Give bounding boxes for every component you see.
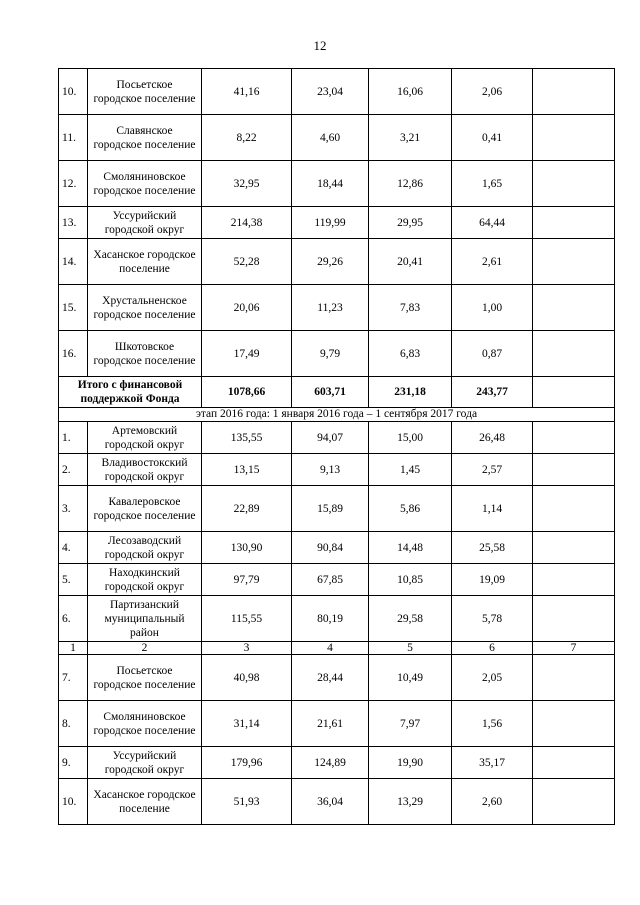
total-col4: 603,71 (292, 377, 369, 408)
value-col3: 97,79 (202, 564, 292, 596)
municipality-name: Владивостокский городской округ (88, 454, 202, 486)
value-col7 (533, 596, 615, 642)
table-row (59, 779, 615, 825)
value-col5: 12,86 (369, 161, 452, 207)
value-col6: 2,05 (452, 655, 533, 701)
value-col3: 32,95 (202, 161, 292, 207)
value-col5: 5,86 (369, 486, 452, 532)
value-col7 (533, 69, 615, 115)
table-row (59, 701, 615, 747)
municipality-name: Артемовский городской округ (88, 422, 202, 454)
value-col7 (533, 115, 615, 161)
table-row (59, 564, 615, 596)
value-col6: 1,00 (452, 285, 533, 331)
value-col3: 8,22 (202, 115, 292, 161)
value-col4: 4,60 (292, 115, 369, 161)
table-row (59, 655, 615, 701)
value-col7 (533, 161, 615, 207)
municipality-name: Смоляниновское городское поселение (88, 161, 202, 207)
value-col4: 67,85 (292, 564, 369, 596)
value-col6: 5,78 (452, 596, 533, 642)
value-col5: 13,29 (369, 779, 452, 825)
municipality-name: Славянское городское поселение (88, 115, 202, 161)
value-col6: 0,41 (452, 115, 533, 161)
municipality-name: Смоляниновское городское поселение (88, 701, 202, 747)
value-col5: 10,85 (369, 564, 452, 596)
value-col4: 15,89 (292, 486, 369, 532)
value-col4: 36,04 (292, 779, 369, 825)
table-row (59, 207, 615, 239)
column-number: 1 (59, 642, 88, 655)
row-number: 1. (59, 422, 88, 454)
column-numbers-row (59, 642, 615, 655)
value-col3: 115,55 (202, 596, 292, 642)
column-number: 3 (202, 642, 292, 655)
value-col6: 25,58 (452, 532, 533, 564)
value-col7 (533, 454, 615, 486)
row-number: 10. (59, 779, 88, 825)
value-col5: 15,00 (369, 422, 452, 454)
municipality-name: Лесозаводский городской округ (88, 532, 202, 564)
value-col3: 51,93 (202, 779, 292, 825)
column-number: 6 (452, 642, 533, 655)
value-col7 (533, 564, 615, 596)
value-col5: 7,83 (369, 285, 452, 331)
table-row (59, 115, 615, 161)
value-col6: 1,56 (452, 701, 533, 747)
value-col4: 94,07 (292, 422, 369, 454)
value-col5: 29,95 (369, 207, 452, 239)
value-col5: 10,49 (369, 655, 452, 701)
value-col3: 41,16 (202, 69, 292, 115)
row-number: 16. (59, 331, 88, 377)
value-col4: 90,84 (292, 532, 369, 564)
value-col4: 9,13 (292, 454, 369, 486)
table-row (59, 239, 615, 285)
municipality-name: Хасанское городское поселение (88, 779, 202, 825)
value-col7 (533, 207, 615, 239)
value-col4: 29,26 (292, 239, 369, 285)
value-col4: 18,44 (292, 161, 369, 207)
value-col5: 6,83 (369, 331, 452, 377)
value-col3: 135,55 (202, 422, 292, 454)
stage-label: этап 2016 года: 1 января 2016 года – 1 сентября 2017 года (59, 408, 615, 422)
value-col6: 19,09 (452, 564, 533, 596)
municipality-name: Кавалеровское городское поселение (88, 486, 202, 532)
value-col7 (533, 655, 615, 701)
value-col6: 1,14 (452, 486, 533, 532)
value-col7 (533, 747, 615, 779)
municipality-name: Хрустальненское городское поселение (88, 285, 202, 331)
value-col7 (533, 285, 615, 331)
total-label: Итого с финансовой поддержкой Фонда (59, 377, 202, 408)
table-row (59, 596, 615, 642)
row-number: 15. (59, 285, 88, 331)
table-row (59, 161, 615, 207)
row-number: 13. (59, 207, 88, 239)
value-col7 (533, 701, 615, 747)
column-number: 4 (292, 642, 369, 655)
value-col3: 40,98 (202, 655, 292, 701)
value-col3: 20,06 (202, 285, 292, 331)
value-col3: 130,90 (202, 532, 292, 564)
row-number: 7. (59, 655, 88, 701)
row-number: 6. (59, 596, 88, 642)
value-col6: 35,17 (452, 747, 533, 779)
total-col7 (533, 377, 615, 408)
value-col4: 21,61 (292, 701, 369, 747)
column-number: 2 (88, 642, 202, 655)
value-col4: 80,19 (292, 596, 369, 642)
row-number: 2. (59, 454, 88, 486)
total-col5: 231,18 (369, 377, 452, 408)
value-col3: 52,28 (202, 239, 292, 285)
total-row (59, 377, 615, 408)
table-row (59, 454, 615, 486)
value-col6: 26,48 (452, 422, 533, 454)
value-col4: 124,89 (292, 747, 369, 779)
municipality-name: Уссурийский городской округ (88, 747, 202, 779)
row-number: 8. (59, 701, 88, 747)
municipality-name: Посьетское городское поселение (88, 655, 202, 701)
value-col3: 22,89 (202, 486, 292, 532)
value-col4: 119,99 (292, 207, 369, 239)
stage-row (59, 408, 615, 422)
row-number: 5. (59, 564, 88, 596)
value-col4: 9,79 (292, 331, 369, 377)
row-number: 11. (59, 115, 88, 161)
table-row (59, 285, 615, 331)
municipality-name: Хасанское городское поселение (88, 239, 202, 285)
value-col5: 3,21 (369, 115, 452, 161)
value-col5: 7,97 (369, 701, 452, 747)
column-number: 7 (533, 642, 615, 655)
table-row (59, 69, 615, 115)
value-col4: 28,44 (292, 655, 369, 701)
row-number: 9. (59, 747, 88, 779)
value-col6: 2,61 (452, 239, 533, 285)
value-col5: 29,58 (369, 596, 452, 642)
total-col6: 243,77 (452, 377, 533, 408)
value-col3: 31,14 (202, 701, 292, 747)
value-col7 (533, 486, 615, 532)
municipality-name: Посьетское городское поселение (88, 69, 202, 115)
table-row (59, 532, 615, 564)
value-col6: 64,44 (452, 207, 533, 239)
value-col7 (533, 779, 615, 825)
column-number: 5 (369, 642, 452, 655)
value-col6: 2,60 (452, 779, 533, 825)
row-number: 10. (59, 69, 88, 115)
municipality-name: Находкинский городской округ (88, 564, 202, 596)
value-col7 (533, 331, 615, 377)
value-col6: 1,65 (452, 161, 533, 207)
page-number: 12 (313, 38, 327, 53)
row-number: 4. (59, 532, 88, 564)
value-col4: 11,23 (292, 285, 369, 331)
table-row (59, 486, 615, 532)
table-row (59, 422, 615, 454)
value-col6: 0,87 (452, 331, 533, 377)
value-col7 (533, 239, 615, 285)
row-number: 14. (59, 239, 88, 285)
value-col7 (533, 422, 615, 454)
value-col4: 23,04 (292, 69, 369, 115)
value-col5: 20,41 (369, 239, 452, 285)
value-col5: 16,06 (369, 69, 452, 115)
value-col6: 2,06 (452, 69, 533, 115)
row-number: 3. (59, 486, 88, 532)
value-col3: 17,49 (202, 331, 292, 377)
table-row (59, 747, 615, 779)
value-col5: 14,48 (369, 532, 452, 564)
municipality-name: Шкотовское городское поселение (88, 331, 202, 377)
value-col3: 179,96 (202, 747, 292, 779)
municipality-name: Партизанский муниципальный район (88, 596, 202, 642)
municipality-name: Уссурийский городской округ (88, 207, 202, 239)
value-col6: 2,57 (452, 454, 533, 486)
funding-table (58, 68, 615, 825)
value-col5: 1,45 (369, 454, 452, 486)
row-number: 12. (59, 161, 88, 207)
value-col3: 13,15 (202, 454, 292, 486)
table-row (59, 331, 615, 377)
total-col3: 1078,66 (202, 377, 292, 408)
value-col3: 214,38 (202, 207, 292, 239)
funding-table-body (59, 69, 615, 825)
value-col7 (533, 532, 615, 564)
value-col5: 19,90 (369, 747, 452, 779)
